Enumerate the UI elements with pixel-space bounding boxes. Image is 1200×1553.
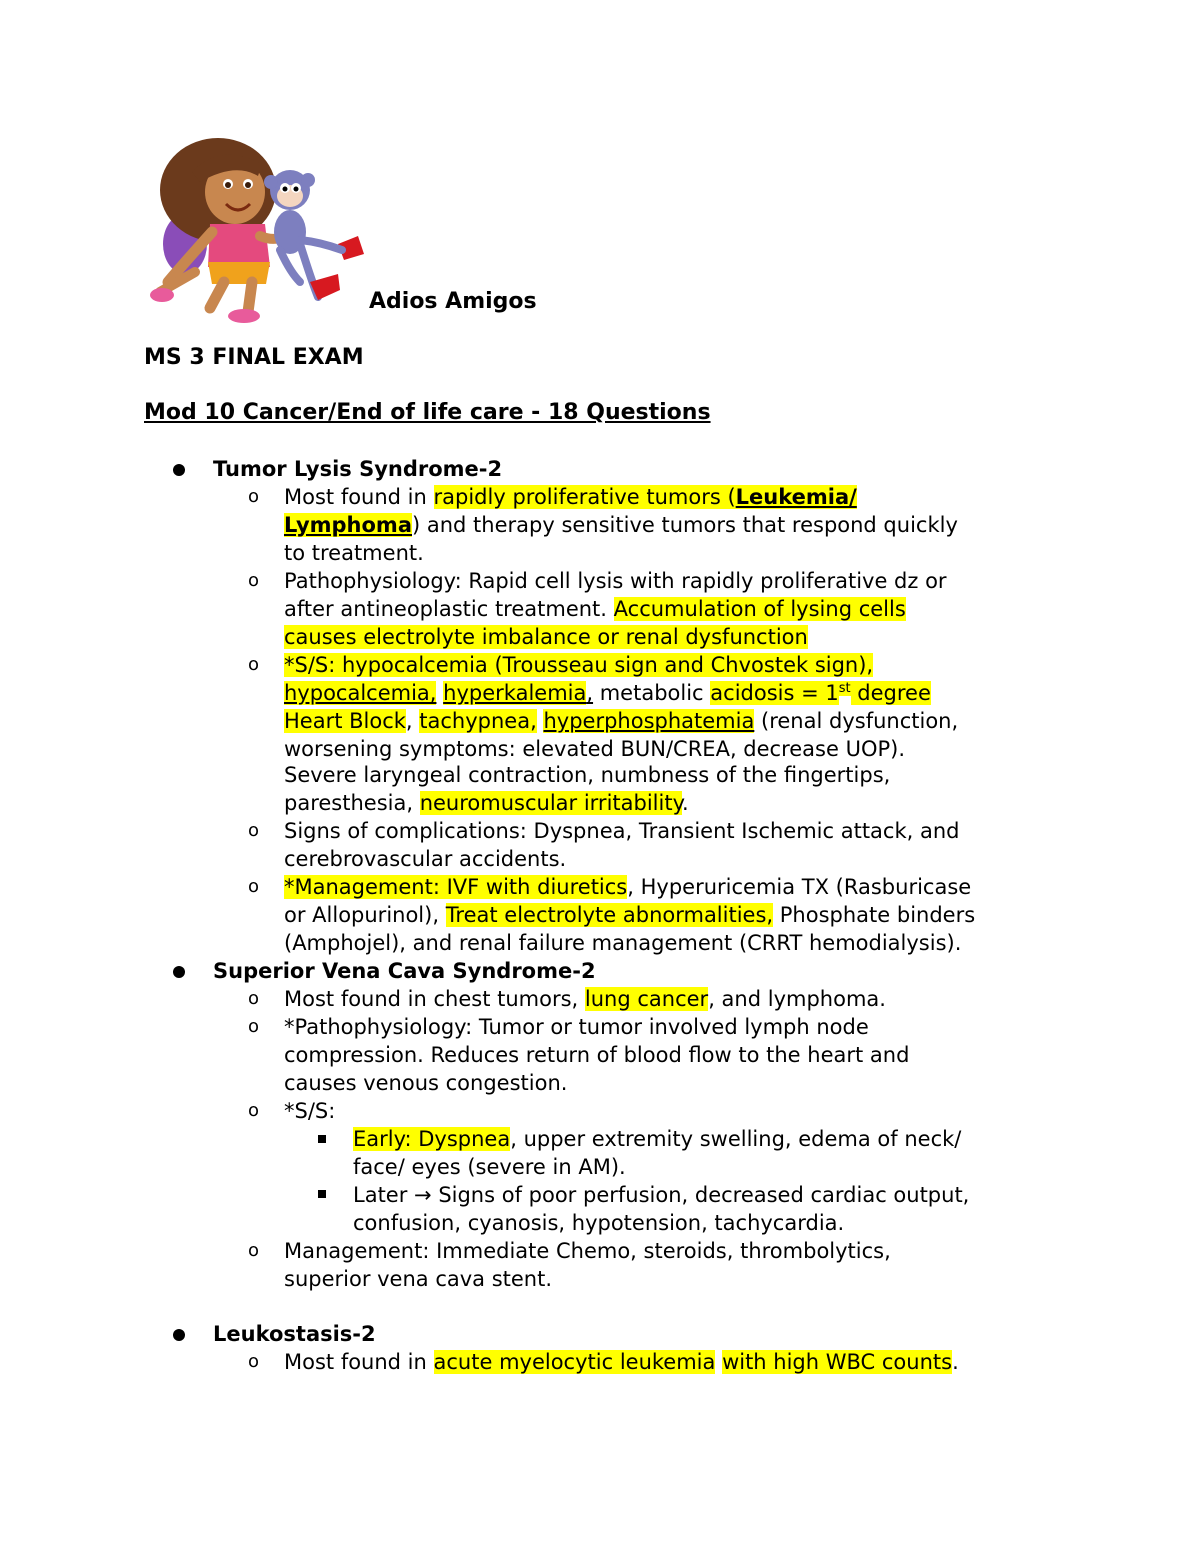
tls-text-line: Heart Block, tachypnea, hyperphosphatemia (renal dysfunction, bbox=[284, 709, 959, 733]
svc-text-line: superior vena cava stent. bbox=[284, 1267, 553, 1291]
exam-heading: MS 3 FINAL EXAM bbox=[144, 345, 364, 370]
section-heading-tls: Tumor Lysis Syndrome-2 bbox=[213, 457, 503, 481]
module-heading: Mod 10 Cancer/End of life care - 18 Questions bbox=[144, 400, 711, 425]
tls-text-line: *Management: IVF with diuretics, Hyperuricemia TX (Rasburicase bbox=[284, 875, 972, 899]
bullet-circle-icon: o bbox=[248, 1240, 260, 1261]
bullet-circle-icon: o bbox=[248, 876, 260, 897]
svc-text-line: Management: Immediate Chemo, steroids, thrombolytics, bbox=[284, 1239, 891, 1263]
tls-text-line: causes electrolyte imbalance or renal dysfunction bbox=[284, 625, 808, 649]
svc-text-line: Later → Signs of poor perfusion, decreased cardiac output, bbox=[353, 1183, 970, 1207]
tls-text-line: to treatment. bbox=[284, 541, 424, 565]
bullet-circle-icon: o bbox=[248, 1351, 260, 1372]
svc-text-line: causes venous congestion. bbox=[284, 1071, 568, 1095]
tls-text-line: *S/S: hypocalcemia (Trousseau sign and Chvostek sign), bbox=[284, 653, 874, 677]
page-title: Adios Amigos bbox=[369, 289, 537, 314]
tls-text-line: worsening symptoms: elevated BUN/CREA, decrease UOP). bbox=[284, 737, 906, 761]
tls-text-line: Lymphoma) and therapy sensitive tumors that respond quickly bbox=[284, 513, 958, 537]
tls-text-line: cerebrovascular accidents. bbox=[284, 847, 567, 871]
bullet-square-icon bbox=[318, 1135, 326, 1143]
tls-text-line: Pathophysiology: Rapid cell lysis with rapidly proliferative dz or bbox=[284, 569, 947, 593]
tls-text-line: paresthesia, neuromuscular irritability. bbox=[284, 791, 689, 815]
svc-text-line: Most found in chest tumors, lung cancer, and lymphoma. bbox=[284, 987, 886, 1011]
bullet-circle-icon: o bbox=[248, 988, 260, 1009]
tls-text-line: (Amphojel), and renal failure management (CRRT hemodialysis). bbox=[284, 931, 962, 955]
svc-text-line: confusion, cyanosis, hypotension, tachycardia. bbox=[353, 1211, 845, 1235]
svc-text-line: *Pathophysiology: Tumor or tumor involved lymph node bbox=[284, 1015, 869, 1039]
bullet-disc-icon bbox=[173, 966, 185, 978]
bullet-circle-icon: o bbox=[248, 820, 260, 841]
bullet-circle-icon: o bbox=[248, 1100, 260, 1121]
bullet-disc-icon bbox=[173, 1329, 185, 1341]
tls-text-line: Most found in rapidly proliferative tumors (Leukemia/ bbox=[284, 485, 857, 509]
arrow-right-icon: → bbox=[414, 1183, 432, 1207]
tls-text-line: or Allopurinol), Treat electrolyte abnormalities, Phosphate binders bbox=[284, 903, 976, 927]
bullet-disc-icon bbox=[173, 464, 185, 476]
tls-text-line: Signs of complications: Dyspnea, Transient Ischemic attack, and bbox=[284, 819, 960, 843]
bullet-circle-icon: o bbox=[248, 486, 260, 507]
bullet-circle-icon: o bbox=[248, 654, 260, 675]
bullet-circle-icon: o bbox=[248, 570, 260, 591]
svc-text-line: compression. Reduces return of blood flow to the heart and bbox=[284, 1043, 910, 1067]
leuko-text-line: Most found in acute myelocytic leukemia with high WBC counts. bbox=[284, 1350, 959, 1374]
section-heading-svc: Superior Vena Cava Syndrome-2 bbox=[213, 959, 596, 983]
section-heading-leukostasis: Leukostasis-2 bbox=[213, 1322, 376, 1346]
cartoon-girl-illustration bbox=[140, 132, 372, 324]
svc-text-line: Early: Dyspnea, upper extremity swelling, edema of neck/ bbox=[353, 1127, 962, 1151]
tls-text-line: Severe laryngeal contraction, numbness of the fingertips, bbox=[284, 763, 891, 787]
tls-text-line: hypocalcemia, hyperkalemia, metabolic acidosis = 1st degree bbox=[284, 681, 931, 705]
bullet-circle-icon: o bbox=[248, 1016, 260, 1037]
bullet-square-icon bbox=[318, 1190, 326, 1198]
tls-text-line: after antineoplastic treatment. Accumulation of lysing cells bbox=[284, 597, 906, 621]
svc-text-line: *S/S: bbox=[284, 1099, 336, 1123]
svc-text-line: face/ eyes (severe in AM). bbox=[353, 1155, 626, 1179]
